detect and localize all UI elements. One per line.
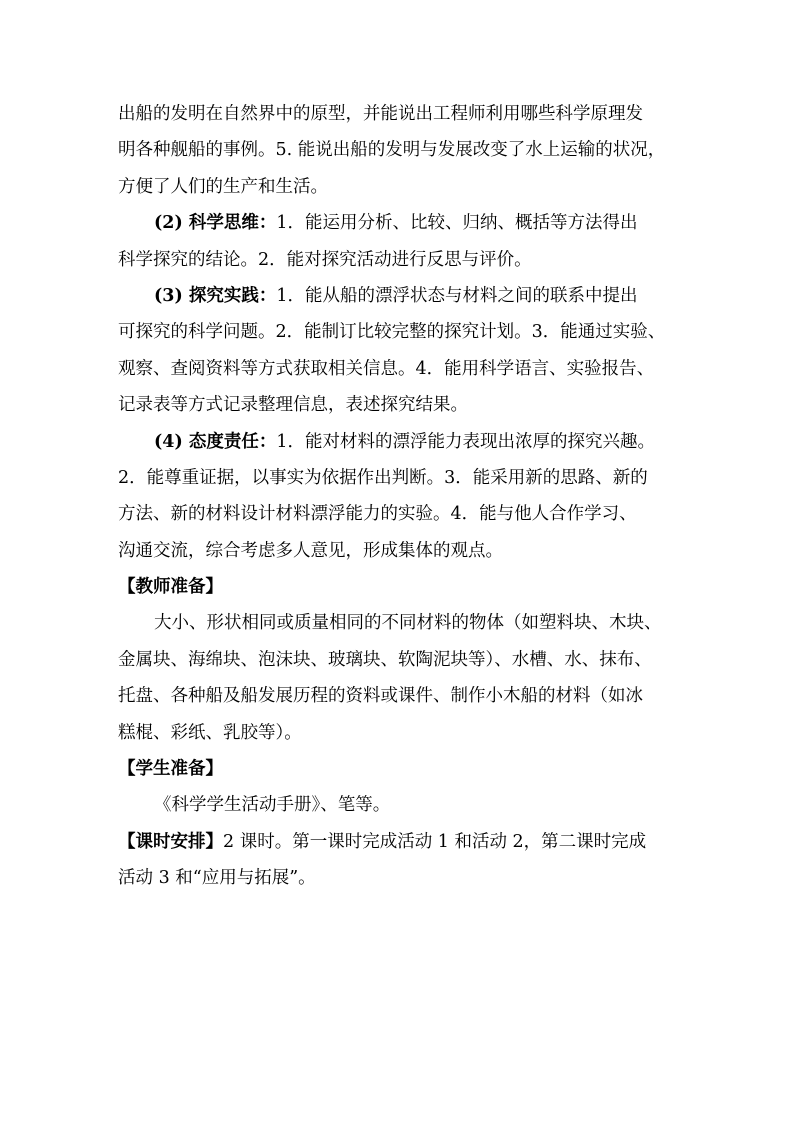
text-run: 2 课时。第一课时完成活动 1 和活动 2，第二课时完成: [223, 831, 647, 852]
section-label: (4) 态度责任：: [154, 431, 277, 452]
text-line: 2．能尊重证据，以事实为依据作出判断。3．能采用新的思路、新的: [118, 467, 648, 488]
section-heading: 【学生准备】: [118, 759, 223, 780]
text-line: 糕棍、彩纸、乳胶等）。: [118, 722, 302, 743]
text-line: [118, 824, 688, 860]
text-line: 明各种舰船的事例。5. 能说出船的发明与发展改变了水上运输的状况，: [118, 140, 666, 161]
text-line: 方法、新的材料设计材料漂浮能力的实验。4．能与他人合作学习、: [118, 504, 637, 525]
text-run: 1．能从船的漂浮状态与材料之间的联系中提出: [276, 285, 638, 306]
text-line: 观察、查阅资料等方式获取相关信息。4．能用科学语言、实验报告、: [118, 358, 655, 379]
text-line: 科学探究的结论。2．能对探究活动进行反思与评价。: [118, 249, 532, 270]
text-run: 1．能运用分析、比较、归纳、概括等方法得出: [276, 213, 638, 234]
text-line: [118, 424, 688, 460]
text-line: 金属块、海绵块、泡沫块、玻璃块、软陶泥块等）、水槽、水、抹布、: [118, 649, 652, 670]
text-line: 记录表等方式记录整理信息，表述探究结果。: [118, 395, 468, 416]
section-heading: 【教师准备】: [118, 577, 223, 598]
paragraph-attitude-responsibility: [118, 424, 688, 570]
text-line: [118, 205, 688, 241]
text-line: [118, 278, 688, 314]
section-teacher-prep: [118, 569, 688, 751]
paragraph-intro: [118, 96, 688, 205]
text-line: 托盘、各种船及船发展历程的资料或课件、制作小木船的材料（如冰: [118, 686, 643, 707]
section-heading: 【课时安排】: [118, 831, 223, 852]
text-line: 可探究的科学问题。2．能制订比较完整的探究计划。3．能通过实验、: [118, 322, 666, 343]
text-line: 沟通交流，综合考虑多人意见，形成集体的观点。: [118, 540, 503, 561]
text-line: 大小、形状相同或质量相同的不同材料的物体（如塑料块、木块、: [154, 613, 662, 634]
paragraph-inquiry-practice: [118, 278, 688, 424]
text-line: 方便了人们的生产和生活。: [118, 176, 328, 197]
text-line: 出船的发明在自然界中的原型，并能说出工程师利用哪些科学原理发: [118, 104, 643, 124]
document-body: [118, 96, 688, 897]
paragraph-scientific-thinking: [118, 205, 688, 278]
text-line: 《科学学生活动手册》、笔等。: [154, 795, 391, 816]
text-run: 1．能对材料的漂浮能力表现出浓厚的探究兴趣。: [276, 431, 655, 452]
section-student-prep: [118, 751, 688, 824]
section-label: (3) 探究实践：: [154, 285, 277, 306]
text-line: 活动 3 和“应用与拓展”。: [118, 868, 316, 889]
section-label: (2) 科学思维：: [154, 213, 277, 234]
section-schedule: [118, 824, 688, 897]
